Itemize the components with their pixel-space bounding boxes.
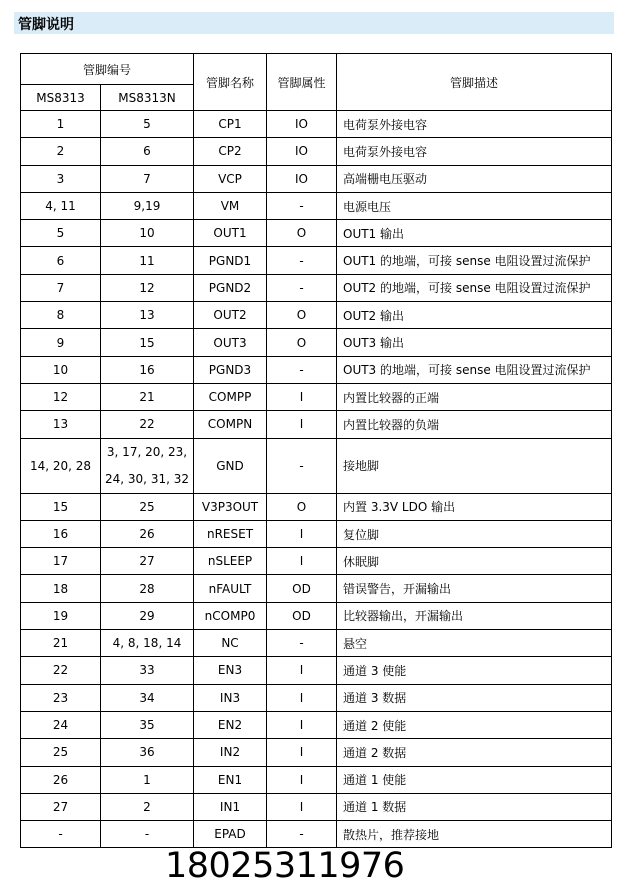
pin-desc: 散热片，推荐接地: [337, 821, 612, 848]
pin-attr: -: [267, 821, 337, 848]
pin-ms8313: 4, 11: [21, 192, 101, 219]
table-row: [21, 630, 612, 657]
pin-ms8313n: 29: [101, 602, 194, 629]
pin-ms8313: 1: [21, 111, 101, 138]
pin-ms8313n: 28: [101, 575, 194, 602]
pin-ms8313: 27: [21, 793, 101, 820]
pin-attr: -: [267, 192, 337, 219]
pin-table: [20, 53, 612, 848]
table-row: [21, 274, 612, 301]
pin-desc: 通道 2 数据: [337, 739, 612, 766]
pin-desc: 接地脚: [337, 438, 612, 493]
table-body: [21, 111, 612, 848]
pin-ms8313n: 1: [101, 766, 194, 793]
pin-name: VM: [194, 192, 267, 219]
pin-ms8313: 8: [21, 302, 101, 329]
pin-attr: I: [267, 739, 337, 766]
table-row: [21, 111, 612, 138]
pin-ms8313: 24: [21, 711, 101, 738]
pin-ms8313n: 6: [101, 138, 194, 165]
pin-name: PGND1: [194, 247, 267, 274]
table-row: [21, 575, 612, 602]
pin-attr: IO: [267, 111, 337, 138]
pin-desc: 休眠脚: [337, 548, 612, 575]
pin-ms8313: 17: [21, 548, 101, 575]
pin-desc: 电荷泵外接电容: [337, 111, 612, 138]
pin-desc: OUT3 的地端，可接 sense 电阻设置过流保护: [337, 356, 612, 383]
pin-ms8313n-line: 24, 30, 31, 32: [105, 471, 189, 486]
pin-desc: OUT1 输出: [337, 220, 612, 247]
header-ms8313n: MS8313N: [101, 85, 194, 111]
pin-attr: OD: [267, 602, 337, 629]
pin-ms8313n: 36: [101, 739, 194, 766]
table-row: [21, 493, 612, 520]
pin-desc: 通道 1 使能: [337, 766, 612, 793]
pin-ms8313n: 13: [101, 302, 194, 329]
pin-ms8313: 7: [21, 274, 101, 301]
pin-attr: O: [267, 493, 337, 520]
table-row: [21, 520, 612, 547]
section-header-bar: [14, 12, 614, 34]
pin-ms8313: 18: [21, 575, 101, 602]
table-row: [21, 302, 612, 329]
pin-desc: 错误警告，开漏输出: [337, 575, 612, 602]
table-row: [21, 411, 612, 438]
pin-attr: I: [267, 548, 337, 575]
pin-name: VCP: [194, 165, 267, 192]
pin-attr: -: [267, 356, 337, 383]
pin-attr: OD: [267, 575, 337, 602]
pin-ms8313: 2: [21, 138, 101, 165]
pin-ms8313n: 34: [101, 684, 194, 711]
pin-name: NC: [194, 630, 267, 657]
pin-name: nCOMP0: [194, 602, 267, 629]
pin-ms8313: 5: [21, 220, 101, 247]
pin-name: PGND3: [194, 356, 267, 383]
pin-desc: 通道 2 使能: [337, 711, 612, 738]
table-row: [21, 657, 612, 684]
pin-attr: I: [267, 766, 337, 793]
pin-attr: I: [267, 383, 337, 410]
header-pin-number: 管脚编号: [21, 54, 194, 85]
pin-ms8313: 22: [21, 657, 101, 684]
pin-attr: IO: [267, 165, 337, 192]
pin-name: CP2: [194, 138, 267, 165]
table-row: [21, 192, 612, 219]
pin-name: OUT3: [194, 329, 267, 356]
pin-name: CP1: [194, 111, 267, 138]
pin-ms8313n: 15: [101, 329, 194, 356]
pin-name: V3P3OUT: [194, 493, 267, 520]
pin-name: PGND2: [194, 274, 267, 301]
header-pin-attr: 管脚属性: [267, 54, 337, 111]
pin-ms8313n: 12: [101, 274, 194, 301]
header-pin-desc: 管脚描述: [337, 54, 612, 111]
pin-ms8313n: 35: [101, 711, 194, 738]
table-row: [21, 684, 612, 711]
pin-attr: -: [267, 438, 337, 493]
pin-desc: OUT2 的地端，可接 sense 电阻设置过流保护: [337, 274, 612, 301]
pin-attr: I: [267, 684, 337, 711]
header-row-1: [21, 54, 612, 85]
pin-attr: -: [267, 274, 337, 301]
table-row: [21, 793, 612, 820]
pin-desc: OUT3 输出: [337, 329, 612, 356]
footer-number: 18025311976: [165, 846, 405, 886]
pin-attr: -: [267, 247, 337, 274]
pin-attr: O: [267, 329, 337, 356]
table-row: [21, 548, 612, 575]
table-row: [21, 602, 612, 629]
pin-ms8313: 9: [21, 329, 101, 356]
pin-desc: OUT1 的地端，可接 sense 电阻设置过流保护: [337, 247, 612, 274]
table-row: [21, 220, 612, 247]
pin-name: EPAD: [194, 821, 267, 848]
pin-desc: 内置比较器的正端: [337, 383, 612, 410]
pin-ms8313: 15: [21, 493, 101, 520]
pin-ms8313: 14, 20, 28: [21, 438, 101, 493]
pin-name: EN3: [194, 657, 267, 684]
table-row: [21, 383, 612, 410]
pin-attr: O: [267, 302, 337, 329]
pin-desc: OUT2 输出: [337, 302, 612, 329]
table-row: [21, 711, 612, 738]
pin-ms8313: 25: [21, 739, 101, 766]
pin-ms8313n: 4, 8, 18, 14: [101, 630, 194, 657]
pin-desc: 悬空: [337, 630, 612, 657]
pin-ms8313n: 26: [101, 520, 194, 547]
header-ms8313: MS8313: [21, 85, 101, 111]
pin-ms8313: -: [21, 821, 101, 848]
pin-attr: I: [267, 711, 337, 738]
pin-ms8313n: 33: [101, 657, 194, 684]
pin-ms8313: 19: [21, 602, 101, 629]
pin-name: nRESET: [194, 520, 267, 547]
pin-name: nFAULT: [194, 575, 267, 602]
pin-attr: IO: [267, 138, 337, 165]
pin-name: IN2: [194, 739, 267, 766]
pin-ms8313n-line: 3, 17, 20, 23,: [106, 444, 188, 459]
pin-ms8313: 10: [21, 356, 101, 383]
pin-desc: 内置 3.3V LDO 输出: [337, 493, 612, 520]
pin-ms8313: 12: [21, 383, 101, 410]
pin-ms8313n: [101, 438, 194, 493]
pin-desc: 电源电压: [337, 192, 612, 219]
table-row: [21, 739, 612, 766]
pin-ms8313n: 2: [101, 793, 194, 820]
pin-ms8313: 21: [21, 630, 101, 657]
table-row: [21, 247, 612, 274]
pin-ms8313n: 22: [101, 411, 194, 438]
pin-desc: 电荷泵外接电容: [337, 138, 612, 165]
pin-desc: 通道 3 数据: [337, 684, 612, 711]
table-row: [21, 766, 612, 793]
pin-name: IN1: [194, 793, 267, 820]
table-row: [21, 356, 612, 383]
pin-ms8313n: 27: [101, 548, 194, 575]
pin-ms8313: 23: [21, 684, 101, 711]
pin-ms8313n: 21: [101, 383, 194, 410]
table-row: [21, 138, 612, 165]
table-row: [21, 438, 612, 493]
pin-ms8313n: -: [101, 821, 194, 848]
header-pin-name: 管脚名称: [194, 54, 267, 111]
table-row: [21, 165, 612, 192]
pin-ms8313n: 10: [101, 220, 194, 247]
pin-ms8313n: 16: [101, 356, 194, 383]
pin-name: EN1: [194, 766, 267, 793]
pin-ms8313: 16: [21, 520, 101, 547]
pin-name: GND: [194, 438, 267, 493]
pin-ms8313: 3: [21, 165, 101, 192]
pin-ms8313n: 11: [101, 247, 194, 274]
pin-name: COMPN: [194, 411, 267, 438]
pin-attr: O: [267, 220, 337, 247]
table-row: [21, 821, 612, 848]
pin-ms8313n: 7: [101, 165, 194, 192]
pin-name: IN3: [194, 684, 267, 711]
pin-name: OUT2: [194, 302, 267, 329]
pin-ms8313n: 25: [101, 493, 194, 520]
section-title: 管脚说明: [18, 17, 74, 33]
pin-ms8313: 6: [21, 247, 101, 274]
pin-name: COMPP: [194, 383, 267, 410]
pin-attr: I: [267, 411, 337, 438]
pin-desc: 比较器输出，开漏输出: [337, 602, 612, 629]
pin-name: EN2: [194, 711, 267, 738]
pin-attr: I: [267, 657, 337, 684]
pin-ms8313: 13: [21, 411, 101, 438]
pin-desc: 高端栅电压驱动: [337, 165, 612, 192]
pin-ms8313n: 5: [101, 111, 194, 138]
pin-name: OUT1: [194, 220, 267, 247]
table-row: [21, 329, 612, 356]
pin-desc: 复位脚: [337, 520, 612, 547]
pin-desc: 通道 3 使能: [337, 657, 612, 684]
pin-desc: 内置比较器的负端: [337, 411, 612, 438]
pin-ms8313n: 9,19: [101, 192, 194, 219]
pin-attr: -: [267, 630, 337, 657]
pin-desc: 通道 1 数据: [337, 793, 612, 820]
pin-ms8313: 26: [21, 766, 101, 793]
pin-attr: I: [267, 793, 337, 820]
pin-attr: I: [267, 520, 337, 547]
pin-name: nSLEEP: [194, 548, 267, 575]
